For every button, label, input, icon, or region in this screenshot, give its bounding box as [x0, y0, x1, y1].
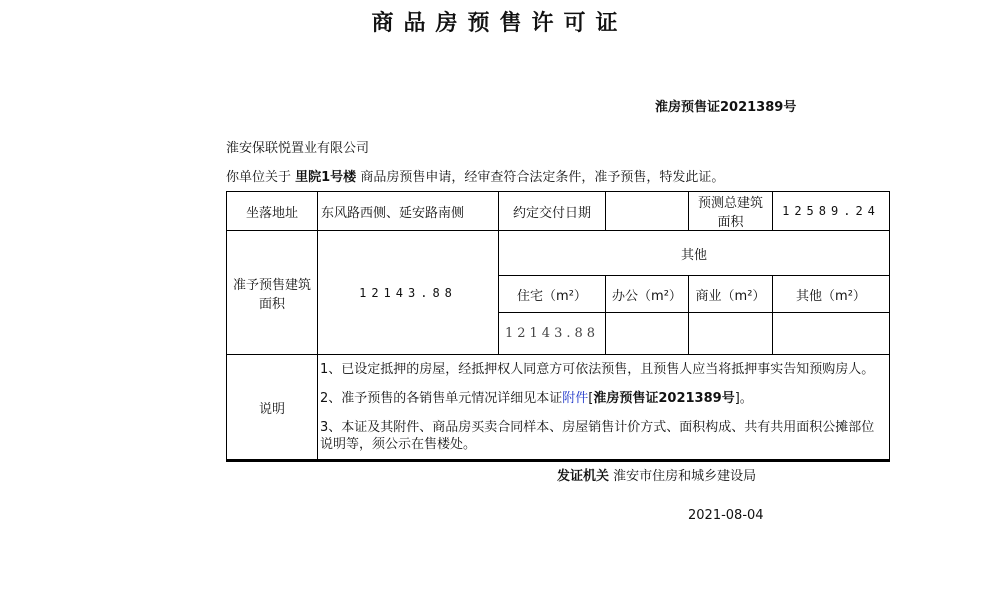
permit-table — [226, 191, 890, 462]
note-2-prefix: 2、准予预售的各销售单元情况详细见本证 — [320, 391, 563, 406]
company-name: 淮安保联悦置业有限公司 — [226, 141, 370, 156]
other-header: 其他 — [499, 231, 890, 276]
presale-area-value: 12143.88 — [318, 231, 499, 355]
notes-cell — [318, 355, 890, 461]
page-title: 商品房预售许可证 — [371, 11, 628, 36]
issuer-value: 淮安市住房和城乡建设局 — [613, 469, 757, 484]
intro-building: 里院1号楼 — [295, 170, 357, 185]
issue-date: 2021-08-04 — [688, 508, 764, 523]
attachment-link[interactable]: 附件 — [562, 391, 589, 406]
note-2-ref: 淮房预售证2021389号 — [593, 391, 735, 406]
note-2 — [320, 384, 887, 413]
intro-prefix: 你单位关于 — [226, 170, 296, 185]
val-office — [606, 313, 689, 355]
note-2-bracket-open: [ — [588, 391, 594, 406]
notes-label: 说明 — [227, 355, 318, 461]
location-value: 东风路西侧、延安路南侧 — [318, 192, 499, 231]
note-1: 1、已设定抵押的房屋，经抵押权人同意方可依法预售，且预售人应当将抵押事实告知预购房人。 — [320, 362, 875, 377]
note-3: 3、本证及其附件、商品房买卖合同样本、房屋销售计价方式、面积构成、共有共用面积公摊部位说明等，须公示在售楼处。 — [320, 420, 875, 452]
col-commercial: 商业（m²） — [689, 276, 773, 313]
location-label: 坐落地址 — [227, 192, 318, 231]
val-other — [773, 313, 890, 355]
certificate-number: 淮房预售证2021389号 — [655, 100, 797, 115]
total-area-value: 12589.24 — [773, 192, 890, 231]
issuer — [557, 465, 756, 484]
delivery-date-label: 约定交付日期 — [499, 192, 606, 231]
col-other: 其他（m²） — [773, 276, 890, 313]
total-area-label: 预测总建筑面积 — [689, 192, 773, 231]
intro-suffix: 商品房预售申请，经审查符合法定条件，准予预售，特发此证。 — [356, 170, 725, 185]
delivery-date-value — [606, 192, 689, 231]
col-office: 办公（m²） — [606, 276, 689, 313]
col-residential: 住宅（m²） — [499, 276, 606, 313]
val-commercial — [689, 313, 773, 355]
presale-area-label: 准予预售建筑面积 — [227, 231, 318, 355]
issuer-label: 发证机关 — [557, 469, 610, 484]
intro-text — [226, 166, 724, 185]
note-2-bracket-close: ]。 — [734, 391, 753, 406]
val-residential: 12143.88 — [499, 313, 606, 355]
